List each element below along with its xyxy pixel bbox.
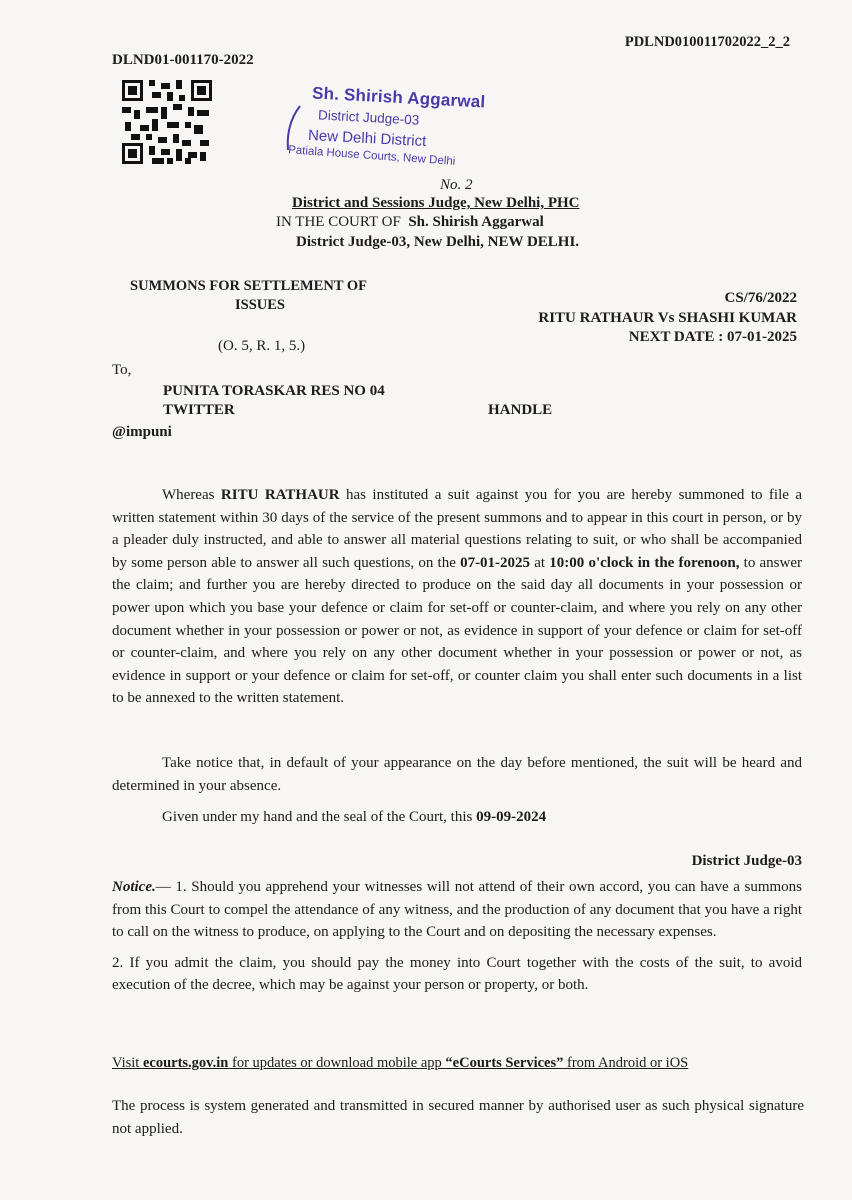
stamp-line-2: District Judge-03: [317, 107, 420, 128]
p1-text-b: has instituted a suit against you for you are hereby summoned to file a written statement within 30 days of the service of the present summons and to appear in this court in person, or by a pleader duly instructed, and able to answer all material questions relating to suit, or who shall be accompanied by some person able to answer all such questions, on the: [112, 487, 803, 571]
next-date: [629, 329, 797, 346]
addressee-name-line-2: TWITTER: [163, 402, 235, 418]
notice-item-2: 2. If you admit the claim, you should pay the money into Court together with the costs of the suit, to avoid execution of the decree, which may be against your person or property, or both.: [112, 954, 802, 994]
addressee-name-line-1: PUNITA TORASKAR RES NO 04: [163, 383, 385, 399]
p1-text-c: to answer the claim; and further you are hereby directed to produce on the said day all documents in your possession or power upon which you base your defence or claim for set-off or counter-claim, and where you rely on any other document whether in your possession or power or not, as evidence in support of your defence or claim for set-off or counter-claim, and where you rely on any other document whether in your possession or power or not, as evidence in support or your defence or claim for set-off, or counter claim you shall enter such documents in a list to be annexed to the written statement.: [112, 554, 803, 707]
visit-text-b: for updates or download mobile app: [228, 1055, 446, 1071]
notice-block: [112, 876, 802, 997]
addressee-handle: @impuni: [112, 424, 172, 440]
order-reference: (O. 5, R. 1, 5.): [218, 338, 306, 354]
stamp-line-1: Sh. Shirish Aggarwal: [311, 83, 486, 112]
notice-label: Notice.: [112, 879, 156, 895]
case-number: CS/76/2022: [724, 290, 797, 306]
stamp-line-3: New Delhi District: [307, 126, 427, 151]
body-paragraph-2: Take notice that, in default of your appearance on the day before mentioned, the suit will be heard and determined in your absence.: [112, 755, 802, 794]
case-parties: RITU RATHAUR Vs SHASHI KUMAR: [538, 310, 797, 326]
in-court-of-prefix: IN THE COURT OF: [276, 214, 401, 230]
p1-text-a: Whereas: [162, 487, 221, 503]
court-name: District and Sessions Judge, New Delhi, PHC: [292, 195, 580, 211]
addressee-handle-label: HANDLE: [488, 402, 553, 418]
next-date-label: NEXT DATE :: [628, 329, 724, 345]
summons-title-line-1: SUMMONS FOR SETTLEMENT OF: [130, 278, 367, 294]
body-paragraph-2-block: [112, 752, 802, 797]
hearing-date: 07-01-2025: [460, 554, 531, 571]
summons-body: [112, 484, 802, 710]
p1-at: at: [530, 554, 550, 571]
stamp-line-4: Patiala House Courts, New Delhi: [287, 144, 456, 168]
ecourts-app-name: “eCourts Services”: [445, 1055, 564, 1071]
judge-designation: District Judge-03, New Delhi, NEW DELHI.: [296, 234, 580, 250]
next-date-value: 07-01-2025: [727, 329, 797, 345]
judge-name: Sh. Shirish Aggarwal: [408, 214, 544, 230]
body-paragraph-1: [112, 484, 802, 710]
body-paragraph-3: [112, 806, 802, 829]
plaintiff-name: RITU RATHAUR: [220, 487, 340, 503]
visit-text-c: from Android or iOS: [563, 1055, 689, 1071]
notice-item-1-text: 1. Should you apprehend your witnesses will not attend of their own accord, you can have a summons from this Court to compel the attendance of any witness, and the production of any document that you have a right to call on the witness to produce, on applying to the Court and on depositing the necessary expenses.: [112, 879, 803, 941]
in-court-of-line: [276, 214, 544, 231]
form-number: No. 2: [440, 177, 473, 193]
p3-text: Given under my hand and the seal of the Court, this: [162, 809, 477, 825]
hearing-time: 10:00 o'clock in the forenoon,: [549, 554, 740, 571]
body-paragraph-3-block: [112, 806, 802, 829]
ecourts-link[interactable]: ecourts.gov.in: [142, 1055, 229, 1071]
system-note-block: [112, 1095, 804, 1140]
given-date: 09-09-2024: [476, 809, 547, 825]
to-label: To,: [112, 362, 132, 378]
qr-code-image: [122, 80, 212, 164]
system-generated-note: The process is system generated and transmitted in secured manner by authorised user as such physical signature not applied.: [112, 1098, 804, 1137]
cnr-number: DLND01-001170-2022: [112, 52, 254, 68]
judge-stamp: [280, 83, 500, 170]
notice-dash: —: [155, 879, 176, 895]
ecourts-visit-line: [112, 1055, 688, 1072]
signature-designation: District Judge-03: [691, 853, 802, 869]
document-code: PDLND010011702022_2_2: [624, 34, 790, 50]
visit-text-a: Visit: [112, 1055, 143, 1071]
notice-item-1: [112, 876, 802, 944]
summons-title-line-2: ISSUES: [235, 297, 285, 313]
